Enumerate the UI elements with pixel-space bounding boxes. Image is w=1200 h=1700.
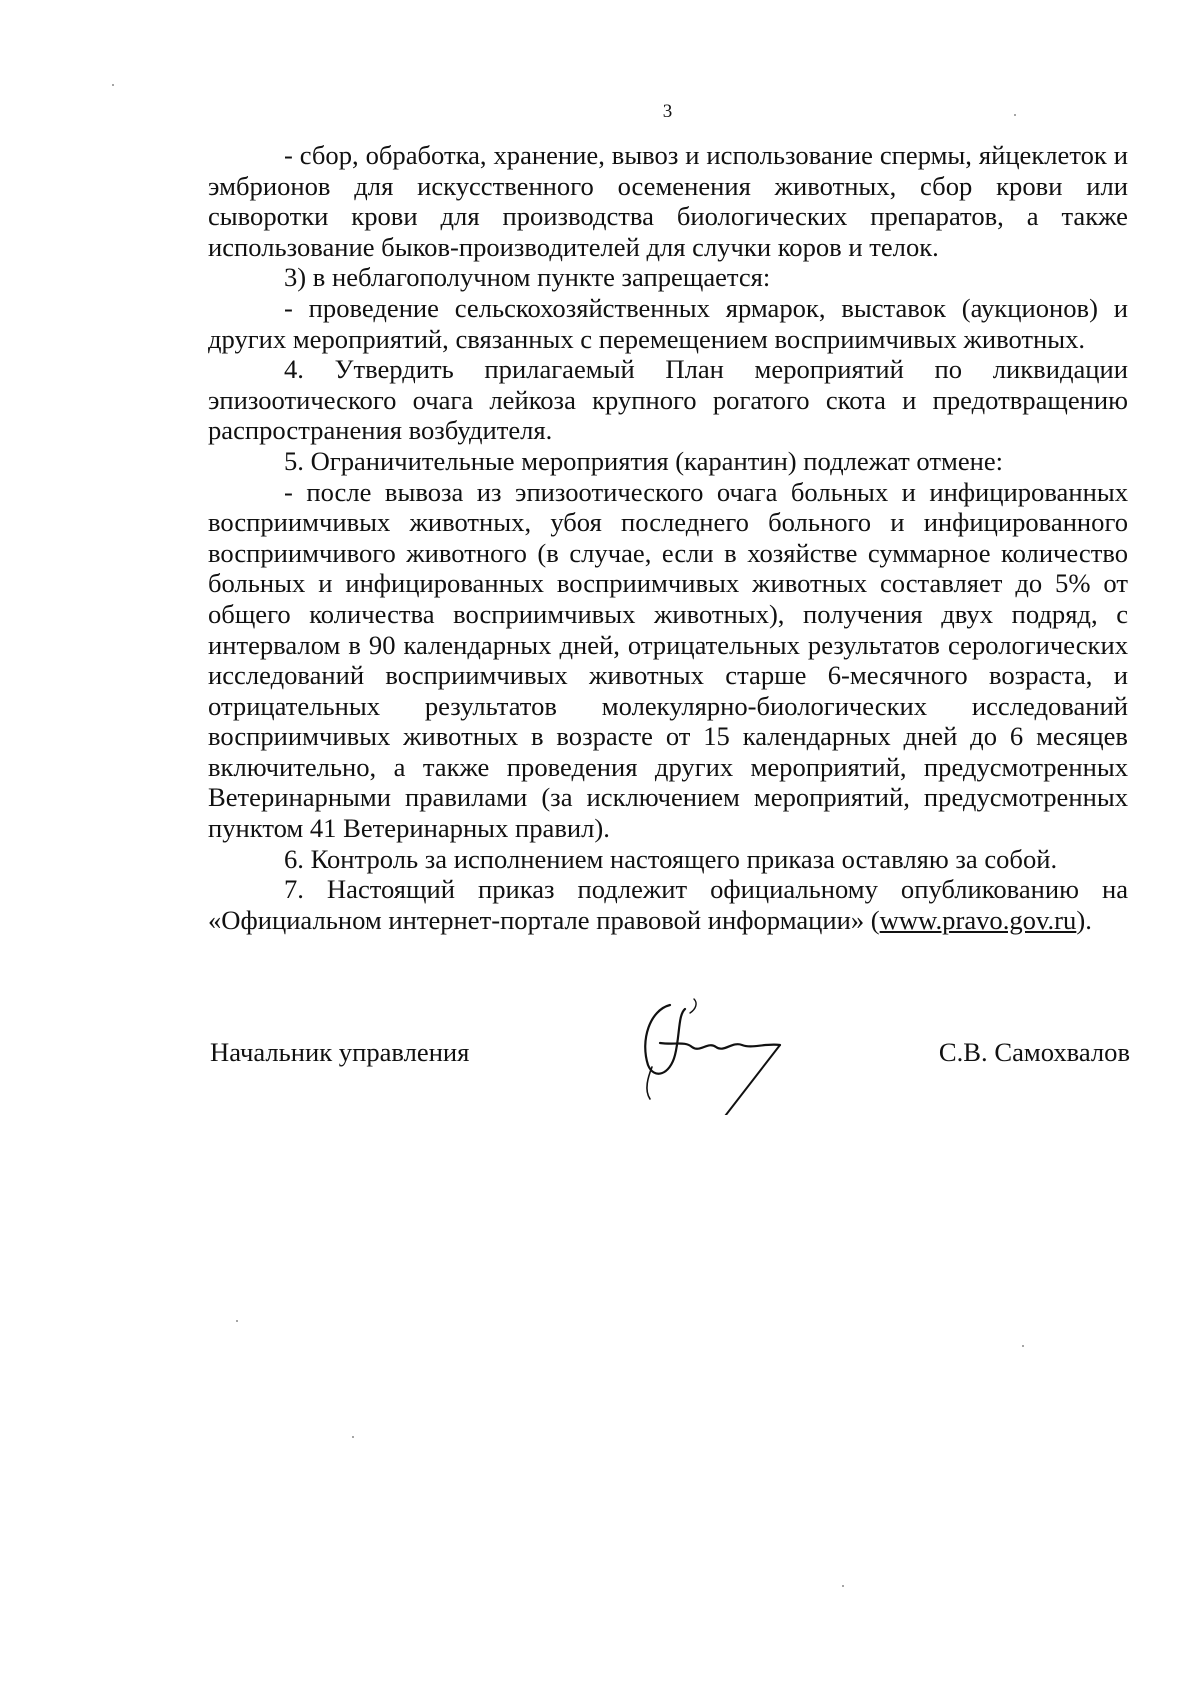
scan-speck	[842, 1585, 844, 1587]
scan-speck	[352, 1436, 354, 1438]
paragraph-point-5: 5. Ограничительные мероприятия (карантин) подлежат отмене:	[284, 445, 1004, 476]
paragraph-quarantine-lift-conditions: - после вывоза из эпизоотического очага больных и инфицированных восприимчивых животных, убоя последнего больного и инфицированного восприимчивого животного (в случае, если в хозяйстве суммарное количество больных и инфицированных восприимчивых животных составляет до 5% от общего количества восприимчивых животных), получения двух подряд, с интервалом в 90 календарных дней, отрицательных результатов серологических исследований восприимчивых животных старше 6-месячного возраста, и отрицательных результатов молекулярно-биологических исследований восприимчивых животных в возрасте от 15 календарных дней до 6 месяцев включительно, а также проведения других мероприятий, предусмотренных Ветеринарными правилами (за исключением мероприятий, предусмотренных пунктом 41 Ветеринарных правил).	[208, 476, 1128, 844]
paragraph-fairs-ban: - проведение сельскохозяйственных ярмарок, выставок (аукционов) и других мероприятий, связанных с перемещением восприимчивых животных.	[208, 292, 1128, 354]
paragraph-point-3: 3) в неблагополучном пункте запрещается:	[284, 262, 771, 293]
publication-text: 7. Настоящий приказ подлежит официальному опубликованию на «Официальном интернет-портале правовой информации» (	[208, 874, 1128, 935]
paragraph-point-6: 6. Контроль за исполнением настоящего приказа оставляю за собой.	[284, 843, 1058, 874]
paragraph-point-7	[208, 874, 1128, 935]
scan-speck	[236, 1320, 238, 1322]
scan-speck	[1022, 1345, 1024, 1347]
paragraph-point-4: 4. Утвердить прилагаемый План мероприятий по ликвидации эпизоотического очага лейкоза крупного рогатого скота и предотвращению распространения возбудителя.	[208, 354, 1128, 446]
signatory-name: С.В. Самохвалов	[938, 1037, 1130, 1067]
scan-speck	[112, 84, 114, 86]
pravo-portal-link[interactable]: www.pravo.gov.ru	[879, 904, 1077, 935]
paragraph-collection-ban: - сбор, обработка, хранение, вывоз и использование спермы, яйцеклеток и эмбрионов для искусственного осеменения животных, сбор крови или сыворотки крови для производства биологических препаратов, а также использование быков-производителей для случки коров и телок.	[208, 140, 1128, 262]
publication-text-end: ).	[1076, 904, 1092, 935]
document-body	[208, 140, 1128, 935]
signature-block	[210, 995, 1130, 1135]
scan-speck	[1014, 114, 1016, 116]
signatory-title: Начальник управления	[210, 1037, 470, 1067]
handwritten-signature	[630, 995, 810, 1115]
page-number: 3	[662, 101, 673, 122]
